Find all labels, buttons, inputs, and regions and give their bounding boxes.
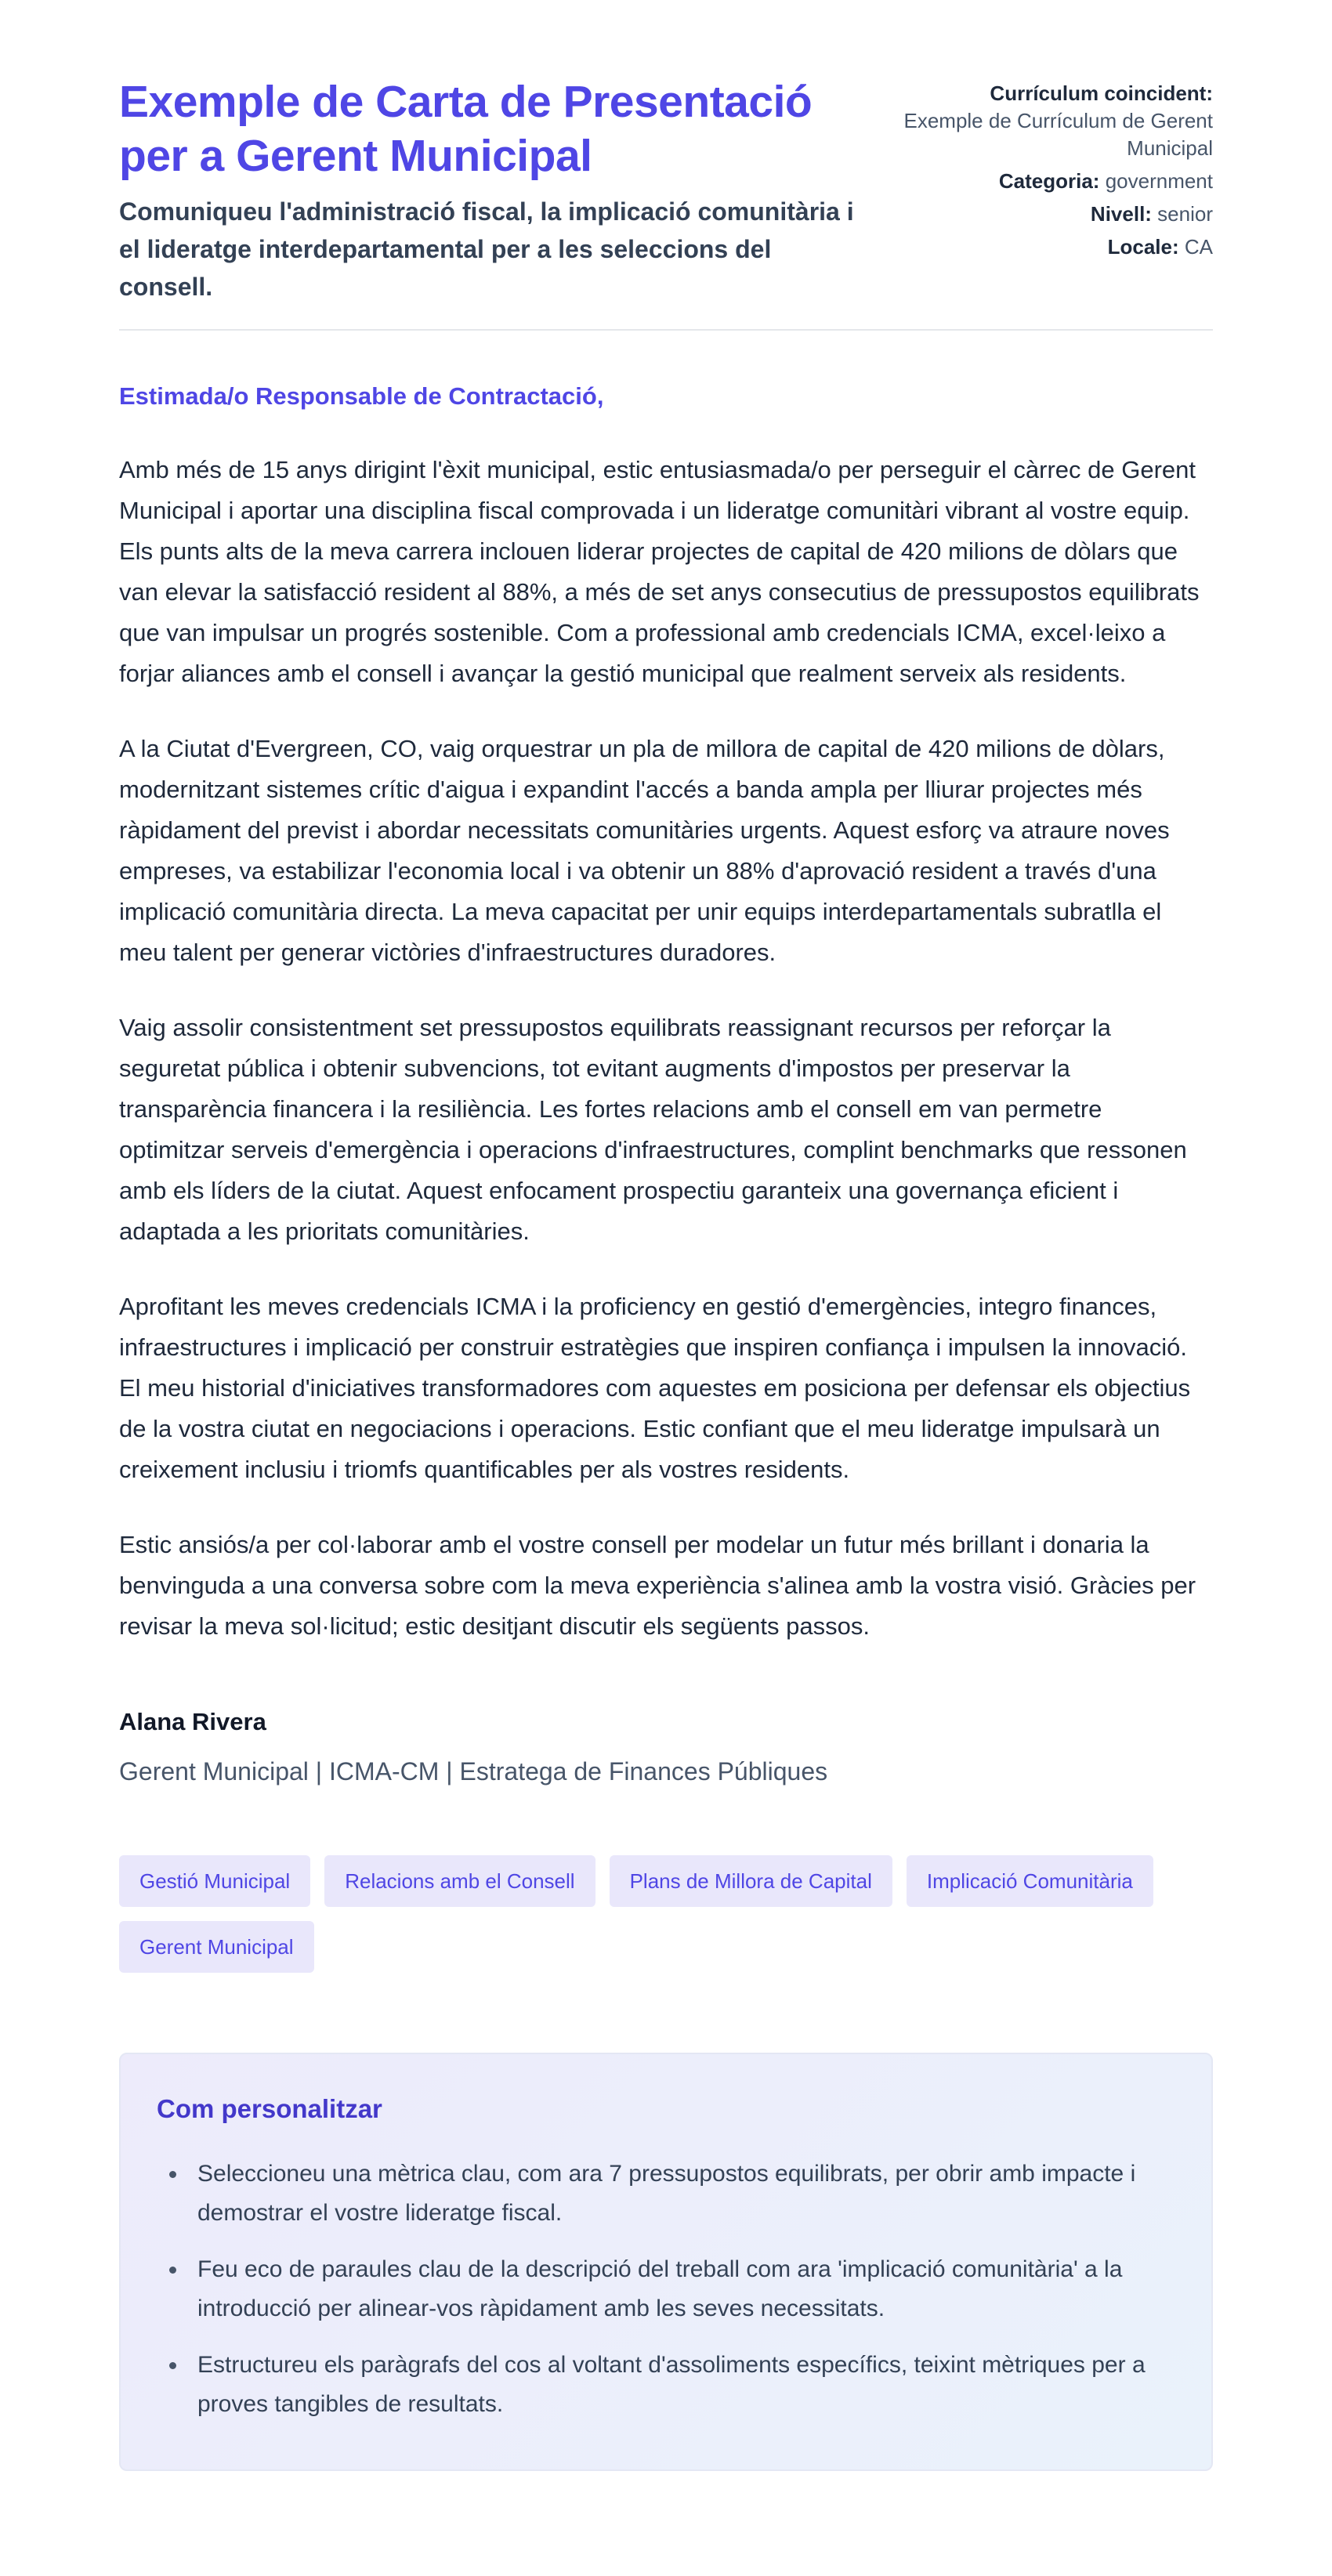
- keyword-tag: Implicació Comunitària: [907, 1855, 1153, 1907]
- keyword-tag: Relacions amb el Consell: [324, 1855, 595, 1907]
- keyword-tag: Gerent Municipal: [119, 1921, 314, 1973]
- customize-tips-box: [119, 2053, 1213, 2471]
- page-title: Exemple de Carta de Presentació per a Gerent Municipal: [119, 77, 813, 181]
- letter-paragraph: A la Ciutat d'Evergreen, CO, vaig orquestrar un pla de millora de capital de 420 milions de dòlars, modernitzant sistemes crític d'aigua i expandint l'accés a banda ampla per lliurar projectes més ràpidament del previst i abordar necessitats comunitàries urgents. Aquest esforç va atraure noves empreses, va estabilizar l'economia local i va obtenir un 88% d'aprovació resident a través d'una implicació comunitària directa. La meva capacitat per unir equips interdepartamentals subratlla el meu talent per generar victòries d'infraestructures duradores.: [119, 735, 1170, 966]
- letter-paragraph: Amb més de 15 anys dirigint l'èxit municipal, estic entusiasmada/o per perseguir el càrrec de Gerent Municipal i aportar una disciplina fiscal comprovada i un lideratge comunitàri vibrant al vostre equip. Els punts alts de la meva carrera inclouen liderar projectes de capital de 420 milions de dòlars que van elevar la satisfacció resident al 88%, a més de set anys consecutius de pressupostos equilibrats que van impulsar un progrés sostenible. Com a professional amb credencials ICMA, excel·leixo a forjar aliances amb el consell i avançar la gestió municipal que realment serveix als residents.: [119, 456, 1200, 687]
- meta-panel: [867, 75, 1213, 266]
- meta-locale-row: [867, 233, 1213, 261]
- meta-category-value: government: [1099, 169, 1213, 193]
- meta-resume-row: [867, 80, 1213, 162]
- customize-tips-title: Com personalitzar: [157, 2094, 382, 2123]
- customize-tip-item: • Seleccioneu una mètrica clau, com ara 7 pressupostos equilibrats, per obrir amb impacte i demostrar el vostre lideratge fiscal.: [188, 2155, 1175, 2233]
- meta-resume-label: Currículum coincident:: [990, 81, 1213, 105]
- header-text-block: [119, 75, 867, 306]
- meta-locale-label: Locale:: [1107, 235, 1179, 259]
- meta-level-row: [867, 201, 1213, 228]
- letter-paragraph: Vaig assolir consistentment set pressupostos equilibrats reassignant recursos per reforçar la seguretat pública i obtenir subvencions, tot evitant augments d'impostos per preservar la transparència financera i la resiliència. Les fortes relacions amb el consell em van permetre optimitzar serveis d'emergència i operacions d'infraestructures, complint benchmarks que ressonen amb els líders de la ciutat. Aquest enfocament prospectiu garanteix una governança eficient i adaptada a les prioritats comunitàries.: [119, 1014, 1187, 1245]
- meta-level-label: Nivell:: [1090, 202, 1152, 226]
- signature-role: Gerent Municipal | ICMA-CM | Estratega de Finances Públiques: [119, 1757, 828, 1785]
- meta-resume-value: Exemple de Currículum de Gerent Municipal: [903, 109, 1213, 160]
- keyword-tag: Plans de Millora de Capital: [610, 1855, 892, 1907]
- letter-body: [119, 450, 1213, 1647]
- meta-locale-value: CA: [1178, 235, 1213, 259]
- signature-name: Alana Rivera: [119, 1708, 266, 1735]
- meta-category-row: [867, 168, 1213, 195]
- header: [119, 75, 1213, 306]
- page-subtitle: Comuniqueu l'administració fiscal, la implicació comunitària i el lideratge interdepartamental per a les seleccions del consell.: [119, 197, 854, 301]
- letter-paragraph: Aprofitant les meves credencials ICMA i la proficiency en gestió d'emergències, integro finances, infraestructures i implicació per construir estratègies que inspiren confiança i impulsen la innovació. El meu historial d'iniciatives transformadores com aquestes em posiciona per defensar els objectius de la vostra ciutat en negociacions i operacions. Estic confiant que el meu lideratge impulsarà un creixement inclusiu i triomfs quantificables per als vostres residents.: [119, 1293, 1191, 1483]
- customize-tip-item: • Estructureu els paràgrafs del cos al voltant d'assoliments específics, teixint mètriques per a proves tangibles de resultats.: [188, 2346, 1175, 2424]
- header-divider: [119, 329, 1213, 331]
- meta-level-value: senior: [1151, 202, 1213, 226]
- customize-tip-item: • Feu eco de paraules clau de la descripció del treball com ara 'implicació comunitària' a la introducció per alinear-vos ràpidament amb les seves necessitats.: [188, 2250, 1175, 2328]
- page-container: [119, 0, 1213, 2471]
- keyword-tags: [119, 1855, 1213, 1973]
- keyword-tag: Gestió Municipal: [119, 1855, 310, 1907]
- letter-greeting: Estimada/o Responsable de Contractació,: [119, 382, 604, 410]
- meta-category-label: Categoria:: [998, 169, 1100, 193]
- customize-tips-list: [157, 2155, 1175, 2424]
- letter-paragraph: Estic ansiós/a per col·laborar amb el vostre consell per modelar un futur més brillant i donaria la benvinguda a una conversa sobre com la meva experiència s'alinea amb la vostra visió. Gràcies per revisar la meva sol·licitud; estic desitjant discutir els següents passos.: [119, 1531, 1196, 1640]
